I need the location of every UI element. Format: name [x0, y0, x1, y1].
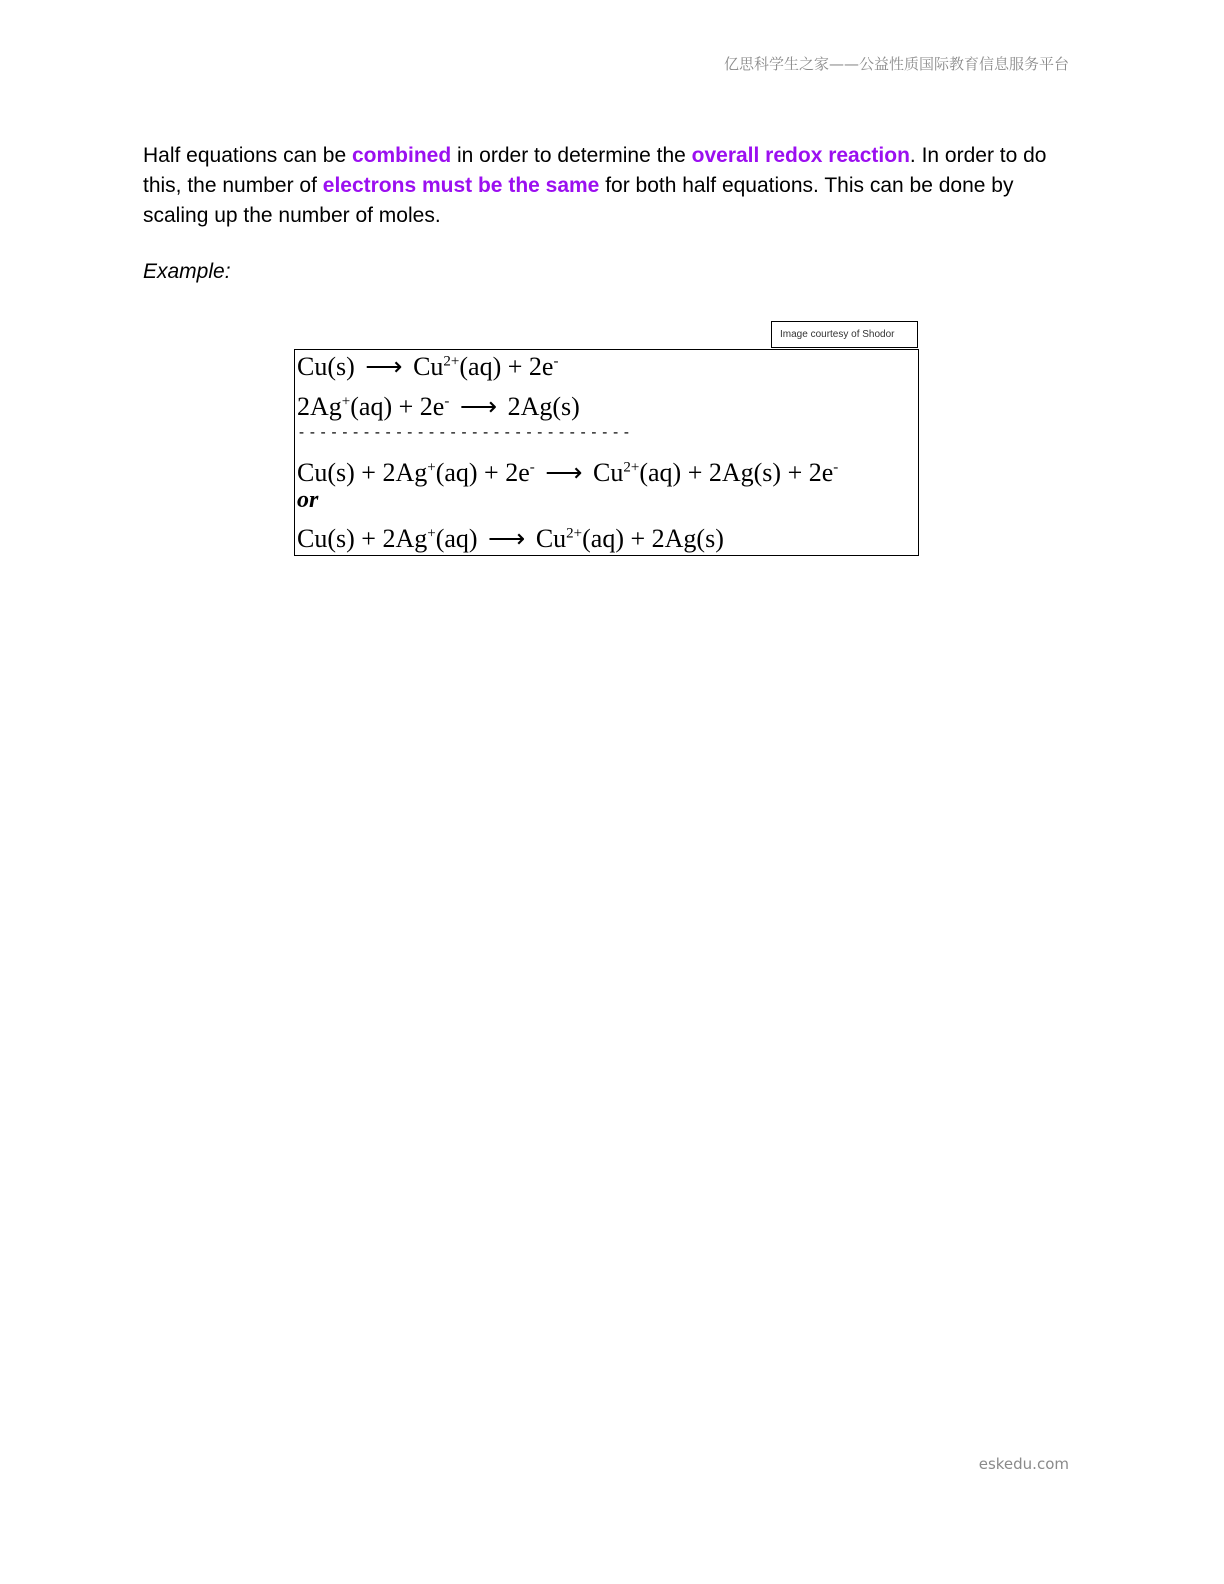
body-paragraph — [143, 141, 1083, 231]
eq1-product-tail: (aq) + 2e — [459, 352, 554, 381]
eq4-charge-ag: + — [427, 525, 436, 542]
arrow-icon: ⟶ — [365, 352, 403, 381]
arrow-icon: ⟶ — [545, 458, 583, 487]
arrow-icon: ⟶ — [459, 392, 498, 421]
eq2-charge: + — [341, 393, 351, 410]
equation-overall — [297, 524, 724, 554]
para-text-2: in order to determine the — [451, 144, 692, 167]
eq2-product: 2Ag(s) — [507, 392, 580, 421]
image-credit: Image courtesy of Shodor — [771, 321, 918, 348]
eq3-product-cu: Cu — [593, 458, 624, 487]
eq3-reactants: Cu(s) + 2Ag — [297, 458, 428, 487]
highlight-overall-redox: overall redox reaction — [691, 144, 910, 167]
equation-half-silver — [297, 392, 580, 422]
equation-figure — [294, 349, 919, 556]
eq2-electron-charge: - — [444, 393, 450, 410]
eq4-reactants-tail: (aq) — [435, 524, 478, 553]
eq2-reactant-tail: (aq) + 2e — [350, 392, 445, 421]
para-text-3: . In order to do this, the number of — [143, 144, 1047, 197]
page-header: 亿思科学生之家——公益性质国际教育信息服务平台 — [723, 55, 1069, 73]
divider-dashes: ------------------------------- — [297, 423, 633, 441]
eq3-charge-ag: + — [427, 459, 436, 476]
eq4-charge-cu: 2+ — [566, 525, 583, 542]
eq1-product: Cu — [413, 352, 444, 381]
highlight-combined: combined — [351, 144, 452, 167]
eq2-reactant: 2Ag — [297, 392, 342, 421]
eq1-electron-charge: - — [553, 353, 559, 370]
example-label: Example: — [143, 260, 231, 283]
eq4-products-tail: (aq) + 2Ag(s) — [582, 524, 724, 553]
page-footer: eskedu.com — [978, 1455, 1069, 1473]
eq3-electron-charge-2: - — [833, 459, 839, 476]
para-text-4: for both half equations. This can be done by scaling up the number of moles. — [143, 174, 1014, 227]
eq1-reactant: Cu(s) — [297, 352, 355, 381]
eq3-charge-cu: 2+ — [623, 459, 640, 476]
eq4-reactants: Cu(s) + 2Ag — [297, 524, 428, 553]
eq4-product-cu: Cu — [535, 524, 567, 553]
eq3-products-tail: (aq) + 2Ag(s) + 2e — [639, 458, 834, 487]
eq3-reactants-tail: (aq) + 2e — [435, 458, 530, 487]
equation-combined — [297, 458, 838, 488]
highlight-electrons-same: electrons must be the same — [322, 174, 600, 197]
eq1-charge: 2+ — [443, 353, 460, 370]
or-label: or — [297, 487, 319, 513]
equation-half-copper — [297, 352, 558, 382]
eq3-electron-charge: - — [529, 459, 535, 476]
arrow-icon: ⟶ — [488, 524, 526, 553]
para-text-1: Half equations can be — [143, 144, 352, 167]
